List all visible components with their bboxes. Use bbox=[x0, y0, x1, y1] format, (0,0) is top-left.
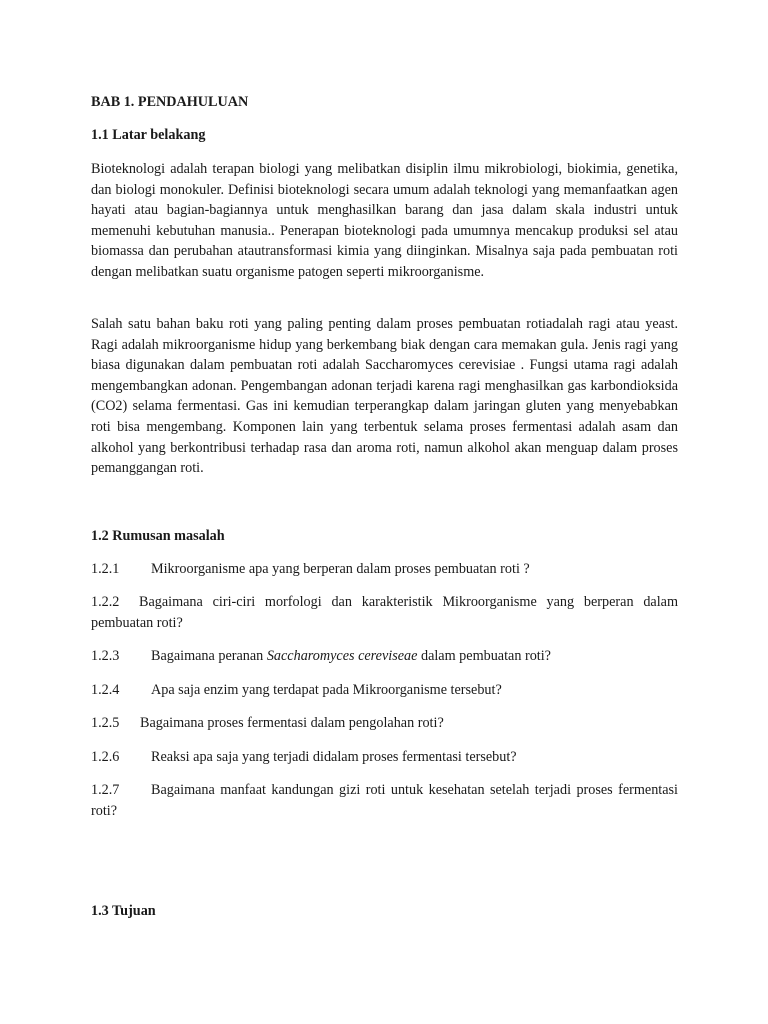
item-number: 1.2.7 bbox=[91, 782, 120, 798]
item-number: 1.2.5 bbox=[91, 715, 120, 731]
item-text: Bagaimana proses fermentasi dalam pengolahan roti? bbox=[140, 715, 444, 731]
section-heading-rumusan-masalah: 1.2 Rumusan masalah bbox=[91, 528, 225, 544]
item-text-italic: Saccharomyces cereviseae bbox=[266, 648, 418, 664]
item-text: Bagaimana manfaat kandungan gizi roti untuk kesehatan setelah terjadi proses fermentasi roti? bbox=[91, 782, 678, 819]
section-heading-latar-belakang: 1.1 Latar belakang bbox=[91, 127, 206, 143]
item-number: 1.2.3 bbox=[91, 648, 120, 664]
item-text: Bagaimana ciri-ciri morfologi dan karakteristik Mikroorganisme yang berperan dalam pembuatan roti? bbox=[91, 594, 678, 631]
list-item bbox=[91, 646, 678, 667]
item-number: 1.2.1 bbox=[91, 561, 120, 577]
item-number: 1.2.4 bbox=[91, 682, 120, 698]
item-text: Apa saja enzim yang terdapat pada Mikroorganisme tersebut? bbox=[151, 682, 502, 698]
chapter-title: BAB 1. PENDAHULUAN bbox=[91, 94, 249, 110]
paragraph-bioteknologi: Bioteknologi adalah terapan biologi yang melibatkan disiplin ilmu mikrobiologi, biokimia, genetika, dan biologi monokuler. Definisi bioteknologi secara umum adalah teknologi yang memanfaatkan agen hayati atau bagian-bagiannya untuk menghasilkan barang dan jasa dalam skala industri untuk memenuhi kebutuhan manusia.. Penerapan bioteknologi pada umumnya mencakup produksi sel atau biomassa dan perubahan atautransformasi kimia yang diinginkan. Misalnya saja pada pembuatan roti dengan melibatkan suatu organisme patogen seperti mikroorganisme. bbox=[91, 161, 678, 280]
list-item bbox=[91, 680, 678, 701]
list-item bbox=[91, 713, 678, 734]
list-item bbox=[91, 592, 678, 633]
list-item bbox=[91, 780, 678, 821]
paragraph-ragi: Salah satu bahan baku roti yang paling penting dalam proses pembuatan rotiadalah ragi atau yeast. Ragi adalah mikroorganisme hidup yang berkembang biak dengan cara memakan gula. Jenis ragi yang biasa digunakan dalam pembuatan roti adalah Saccharomyces cerevisiae . Fungsi utama ragi adalah mengembangkan adonan. Pengembangan adonan terjadi karena ragi menghasilkan gas karbondioksida (CO2) selama fermentasi. Gas ini kemudian terperangkap dalam jaringan gluten yang menyebabkan roti bisa mengembang. Komponen lain yang terbentuk selama proses fermentasi adalah asam dan alkohol yang berkontribusi terhadap rasa dan aroma roti, namun alkohol akan menguap dalam proses pemanggangan roti. bbox=[91, 316, 678, 477]
section-heading-tujuan: 1.3 Tujuan bbox=[91, 903, 156, 919]
item-text-after: dalam pembuatan roti? bbox=[417, 648, 551, 664]
list-item bbox=[91, 559, 678, 580]
item-number: 1.2.2 bbox=[91, 594, 120, 610]
item-text: Reaksi apa saja yang terjadi didalam proses fermentasi tersebut? bbox=[151, 749, 517, 765]
item-number: 1.2.6 bbox=[91, 749, 120, 765]
item-text-before: Bagaimana peranan bbox=[151, 648, 267, 664]
item-text: Mikroorganisme apa yang berperan dalam proses pembuatan roti ? bbox=[151, 561, 530, 577]
list-item bbox=[91, 747, 678, 768]
